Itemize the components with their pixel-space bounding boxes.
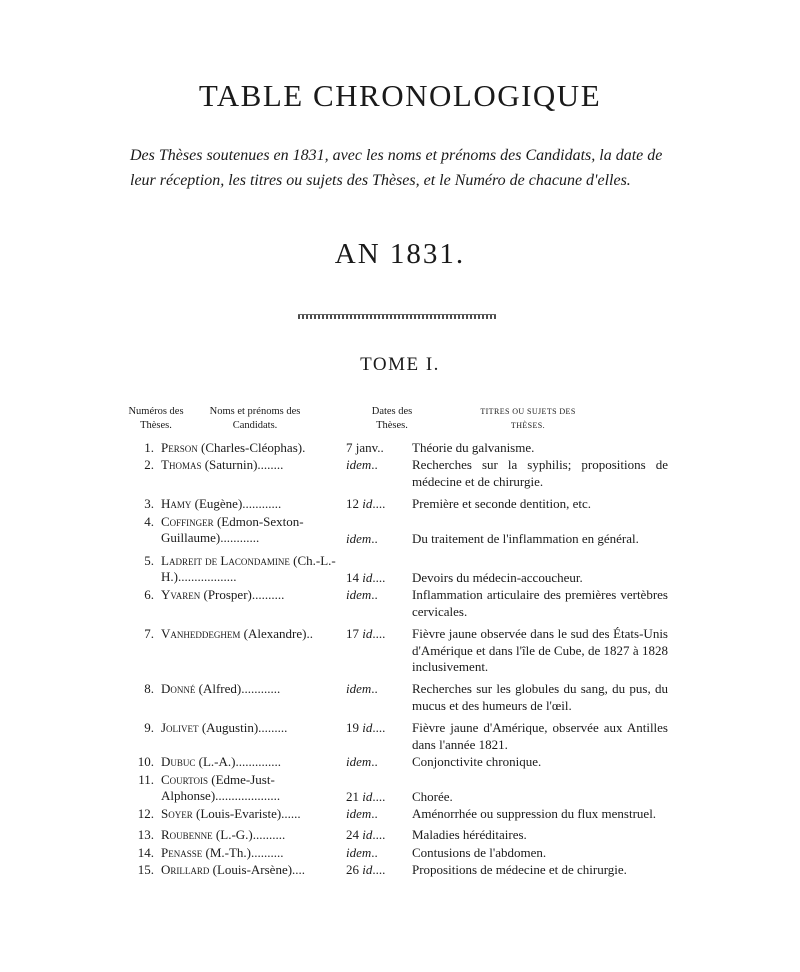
entry-date: idem.. [346,530,378,546]
entry-name: Person (Charles-Cléophas). [161,440,306,455]
entry-name: Hamy (Eugène)............ [161,496,282,512]
entry-name: Yvaren (Prosper).......... [161,587,285,603]
entry-title: Chorée. [412,788,453,804]
entry-number: 11. [138,771,154,787]
entry-title: Du traitement de l'inflammation en général. [412,530,639,546]
entry-date: idem.. [346,805,378,821]
entry-name: Donné (Alfred)............ [161,681,281,697]
entry-date: 24 id.... [346,827,386,843]
list-item [0,587,800,620]
list-item [0,626,800,675]
entry-date: 26 id.... [346,862,386,878]
list-item [0,457,800,490]
entry-name: Vanheddeghem (Alexandre).. [161,626,313,642]
entry-number: 12. [137,805,154,821]
entry-title: Fièvre jaune observée dans le sud des États-Unis d'Amérique et dans l'île de Cube, de 1827 à 1828 inclusivement. [412,626,668,675]
entry-number: 13. [137,827,154,843]
entry-date: 14 id.... [346,570,386,586]
entry-title: Propositions de médecine et de chirurgie. [412,862,627,878]
entry-number: 1. [144,440,154,455]
entry-name: Soyer (Louis-Evariste)...... [161,805,301,821]
entry-number: 4. [144,513,154,529]
year-heading: AN 1831. [334,238,466,270]
entry-number: 9. [144,720,154,736]
list-item [0,681,800,714]
entry-date: 7 janv.. [346,440,384,455]
entry-title: Aménorrhée ou suppression du flux menstruel. [412,805,657,821]
entry-title: Fièvre jaune d'Amérique, observée aux Antilles dans l'année 1821. [412,720,668,752]
entry-number: 7. [144,626,154,642]
entry-name: Courtois (Edme-Just-Alphonse).................... [161,771,281,803]
entry-title: Inflammation articulaire des premières vertèbres cervicales. [412,587,668,619]
tome-heading: TOME I. [360,354,440,375]
entry-number: 5. [144,553,154,569]
list-item [0,553,800,586]
list-item [0,496,800,512]
column-header-noms: Noms et prénoms des Candidats. [209,406,301,431]
list-item [0,514,800,547]
page-title: TABLE CHRONOLOGIQUE [198,78,602,113]
entry-number: 6. [144,587,154,603]
column-header-numeros: Numéros des Thèses. [128,406,184,431]
entry-title: Contusions de l'abdomen. [412,844,547,860]
entry-date: idem.. [346,457,378,473]
entry-title: Théorie du galvanisme. [412,440,535,455]
entry-number: 3. [144,496,154,512]
entry-name: Ladreit de Lacondamine (Ch.-L.-H.).................. [161,553,336,585]
entry-name: Penasse (M.-Th.).......... [161,844,284,860]
entry-name: Orillard (Louis-Arsène).... [161,862,306,878]
entry-date: 19 id.... [346,720,386,736]
entry-number: 14. [137,844,154,860]
entry-number: 10. [137,754,154,770]
entry-date: idem.. [346,844,378,860]
entry-title: Recherches sur la syphilis; propositions de médecine et de chirurgie. [412,457,668,489]
ornamental-rule [298,314,496,319]
entry-name: Coffinger (Edmon-Sexton-Guillaume)............ [161,513,304,546]
list-item [0,440,800,456]
entry-title: Recherches sur les globules du sang, du pus, du mucus et des humeurs de l'œil. [412,681,668,713]
entry-date: idem.. [346,587,378,603]
thesis-list [0,440,800,879]
list-item [0,720,800,753]
entry-title: Première et seconde dentition, etc. [412,496,592,512]
entry-name: Roubenne (L.-G.).......... [161,827,286,843]
entry-name: Thomas (Saturnin)........ [161,457,284,473]
list-item [0,845,800,861]
list-item [0,862,800,878]
entry-name: Jolivet (Augustin)......... [161,720,288,736]
entry-date: 17 id.... [346,626,386,642]
entry-title: Conjonctivite chronique. [412,754,542,770]
entry-title: Devoirs du médecin-accoucheur. [412,570,583,586]
entry-number: 8. [144,681,154,697]
list-item [0,806,800,822]
list-item [0,827,800,843]
list-item [0,772,800,805]
column-header-titres: TITRES OU SUJETS DES THÈSES. [480,407,576,430]
entry-date: idem.. [346,681,378,697]
entry-date: idem.. [346,754,378,770]
entry-date: 21 id.... [346,788,386,804]
column-header-dates: Dates des Thèses. [371,406,413,431]
entry-name: Dubuc (L.-A.).............. [161,754,281,770]
subtitle: Des Thèses soutenues en 1831, avec les noms et prénoms des Candidats, la date de leur réception, les titres ou sujets des Thèses, et le Numéro de chacune d'elles. [130,147,663,189]
entry-number: 2. [144,457,154,473]
list-item [0,754,800,770]
entry-date: 12 id.... [346,496,386,512]
entry-number: 15. [137,862,154,878]
entry-title: Maladies héréditaires. [412,827,527,843]
